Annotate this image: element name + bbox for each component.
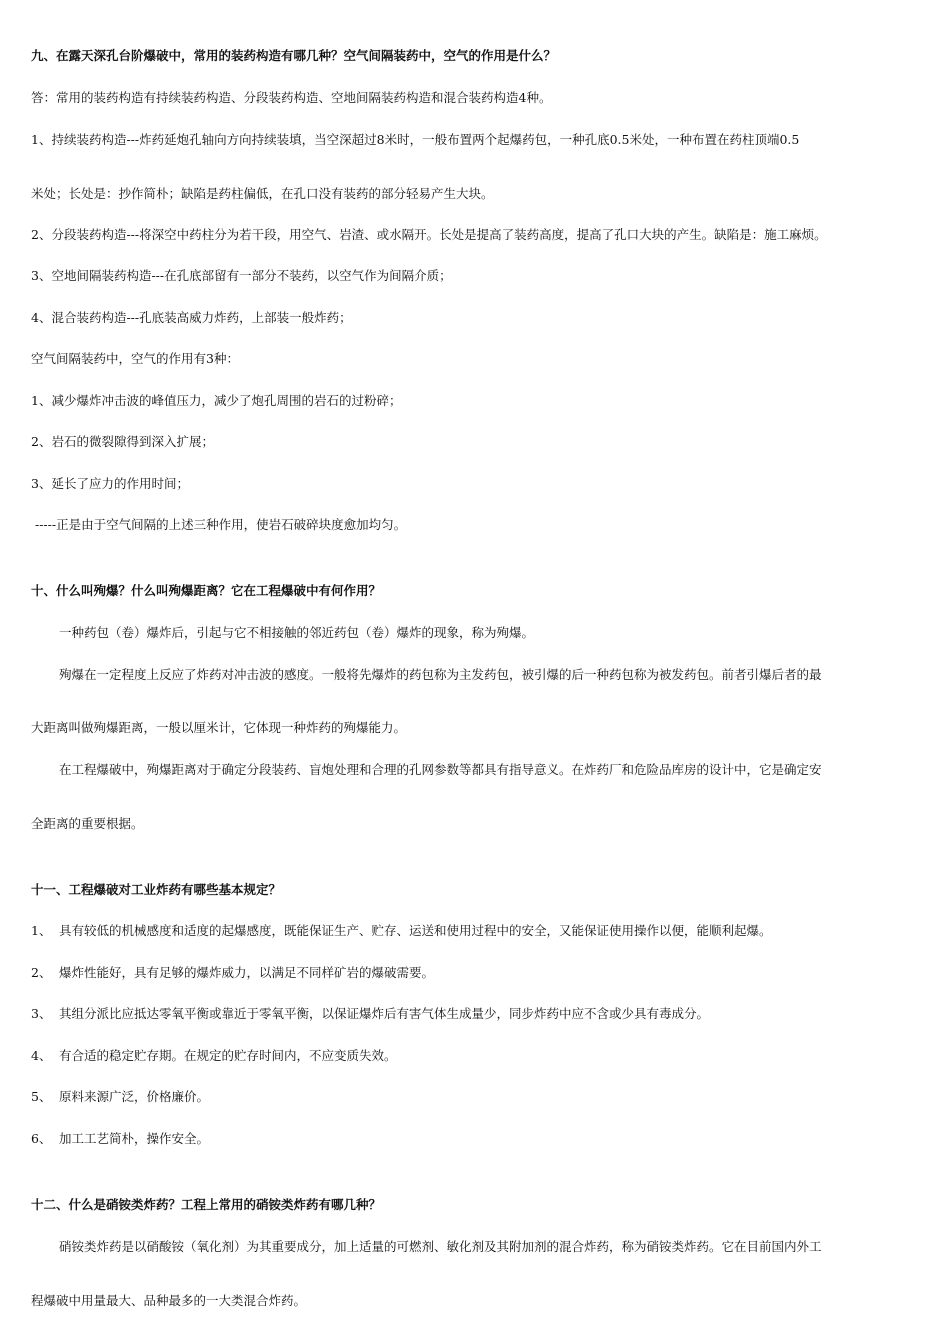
section-9-item-2: 2、分段装药构造---将深空中药柱分为若干段，用空气、岩渣、或水隔开。长处是提高了装药高度，提高了孔口大块的产生。缺陷是：施工麻烦。 [31, 227, 827, 242]
section-10-para-2: 殉爆在一定程度上反应了炸药对冲击波的感度。一般将先爆炸的药包称为主发药包，被引爆的后一种药包称为被发药包。前者引爆后者的最 [59, 667, 822, 682]
item-number: 6、 [31, 1131, 52, 1146]
item-text: 具有较低的机械感度和适度的起爆感度，既能保证生产、贮存、运送和使用过程中的安全，又能保证使用操作以便，能顺利起爆。 [59, 923, 772, 938]
item-text: 加工工艺简朴，操作安全。 [59, 1131, 210, 1146]
section-9-summary: -----正是由于空气间隔的上述三种作用，使岩石破碎块度愈加均匀。 [31, 517, 407, 532]
section-9-air-item-3: 3、延长了应力的作用时间； [31, 476, 189, 491]
item-number: 4、 [31, 1048, 52, 1063]
item-number: 5、 [31, 1089, 52, 1104]
section-9-item-1: 1、持续装药构造---炸药延炮孔轴向方向持续装填，当空深超过8米时，一般布置两个起爆药包，一种孔底0.5米处，一种布置在药柱顶端0.5 [31, 132, 800, 147]
section-11-item-1 [31, 922, 936, 940]
section-11-item-4 [31, 1047, 936, 1065]
section-10-para-3-cont: 全距离的重要根据。 [31, 816, 144, 831]
section-12-para-1: 硝铵类炸药是以硝酸铵（氧化剂）为其重要成分，加上适量的可燃剂、敏化剂及其附加剂的混合炸药，称为硝铵类炸药。它在目前国内外工 [59, 1239, 822, 1254]
section-11-heading: 十一、工程爆破对工业炸药有哪些基本规定？ [31, 882, 282, 897]
item-number: 3、 [31, 1006, 52, 1021]
item-text: 原料来源广泛，价格廉价。 [59, 1089, 210, 1104]
section-9-item-3: 3、空地间隔装药构造---在孔底部留有一部分不装药，以空气作为间隔介质； [31, 268, 452, 283]
section-12-para-1-cont: 程爆破中用量最大、品种最多的一大类混合炸药。 [31, 1293, 307, 1308]
item-number: 2、 [31, 965, 52, 980]
section-9-air-item-2: 2、岩石的微裂隙得到深入扩展； [31, 434, 214, 449]
section-9-item-1-cont: 米处；长处是：抄作简朴；缺陷是药柱偏低，在孔口没有装药的部分轻易产生大块。 [31, 186, 494, 201]
section-9-air-item-1: 1、减少爆炸冲击波的峰值压力，减少了炮孔周围的岩石的过粉碎； [31, 393, 402, 408]
section-11-item-5 [31, 1088, 936, 1106]
section-11-item-2 [31, 964, 936, 982]
section-10-para-3: 在工程爆破中，殉爆距离对于确定分段装药、盲炮处理和合理的孔网参数等都具有指导意义。在炸药厂和危险品库房的设计中，它是确定安 [59, 762, 822, 777]
section-9-air-intro: 空气间隔装药中，空气的作用有3种： [31, 351, 239, 366]
section-10-para-1: 一种药包（卷）爆炸后，引起与它不相接触的邻近药包（卷）爆炸的现象，称为殉爆。 [59, 625, 535, 640]
item-text: 爆炸性能好，具有足够的爆炸威力，以满足不同样矿岩的爆破需要。 [59, 965, 435, 980]
section-11-item-6 [31, 1130, 936, 1148]
item-number: 1、 [31, 923, 52, 938]
item-text: 有合适的稳定贮存期。在规定的贮存时间内，不应变质失效。 [59, 1048, 397, 1063]
section-12-heading: 十二、什么是硝铵类炸药？工程上常用的硝铵类炸药有哪几种？ [31, 1197, 382, 1212]
section-9-item-4: 4、混合装药构造---孔底装高威力炸药，上部装一般炸药； [31, 310, 352, 325]
section-10-para-2-cont: 大距离叫做殉爆距离，一般以厘米计，它体现一种炸药的殉爆能力。 [31, 720, 407, 735]
section-9-heading: 九、在露天深孔台阶爆破中，常用的装药构造有哪几种？空气间隔装药中，空气的作用是什么？ [31, 48, 557, 63]
section-9-answer: 答：常用的装药构造有持续装药构造、分段装药构造、空地间隔装药构造和混合装药构造4种。 [31, 90, 552, 105]
section-10-heading: 十、什么叫殉爆？什么叫殉爆距离？它在工程爆破中有何作用？ [31, 583, 382, 598]
item-text: 其组分派比应抵达零氧平衡或靠近于零氧平衡，以保证爆炸后有害气体生成量少，同步炸药中应不含或少具有毒成分。 [59, 1006, 710, 1021]
section-11-item-3 [31, 1005, 936, 1023]
